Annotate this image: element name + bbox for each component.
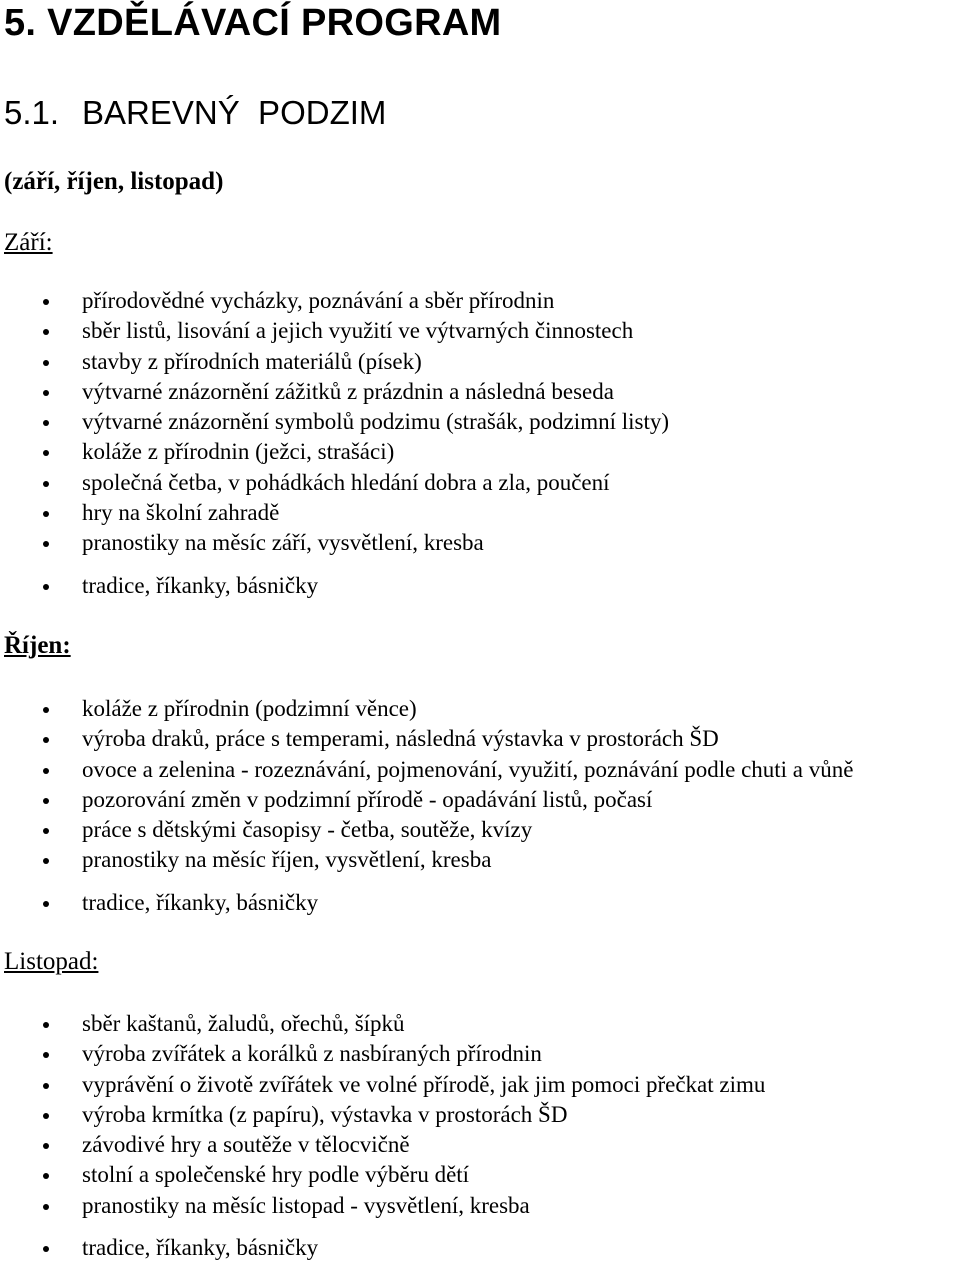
- list-item: vyprávění o životě zvířátek ve volné přírodě, jak jim pomoci přečkat zimu: [0, 1070, 765, 1100]
- list-item: přírodovědné vycházky, poznávání a sběr přírodnin: [0, 286, 669, 316]
- section-title: BAREVNÝ PODZIM: [82, 94, 387, 131]
- list-item: závodivé hry a soutěže v tělocvičně: [0, 1130, 765, 1160]
- list-item: koláže z přírodnin (ježci, strašáci): [0, 437, 669, 467]
- list-item: hry na školní zahradě: [0, 498, 669, 528]
- month-heading-october: Říjen:: [4, 632, 71, 659]
- list-item: stavby z přírodních materiálů (písek): [0, 347, 669, 377]
- list-item: pranostiky na měsíc září, vysvětlení, kresba: [0, 528, 669, 558]
- list-item: sběr kaštanů, žaludů, ořechů, šípků: [0, 1009, 765, 1039]
- list-item: výtvarné znázornění zážitků z prázdnin a následná beseda: [0, 377, 669, 407]
- list-item: pranostiky na měsíc říjen, vysvětlení, kresba: [0, 845, 853, 875]
- list-item: výroba zvířátek a korálků z nasbíraných přírodnin: [0, 1039, 765, 1069]
- month-heading-november: Listopad:: [4, 948, 99, 975]
- list-item: práce s dětskými časopisy - četba, soutěže, kvízy: [0, 815, 853, 845]
- list-item: ovoce a zelenina - rozeznávání, pojmenování, využití, poznávání podle chuti a vůně: [0, 755, 853, 785]
- october-activity-list: [0, 694, 853, 918]
- section-heading: [4, 94, 386, 132]
- list-item: pranostiky na měsíc listopad - vysvětlení, kresba: [0, 1191, 765, 1221]
- list-item: tradice, říkanky, básničky: [0, 571, 669, 601]
- month-heading-september: Září:: [4, 229, 53, 256]
- section-number: 5.1.: [4, 94, 60, 131]
- list-item: výroba krmítka (z papíru), výstavka v prostorách ŠD: [0, 1100, 765, 1130]
- list-item: společná četba, v pohádkách hledání dobra a zla, poučení: [0, 468, 669, 498]
- list-item: tradice, říkanky, básničky: [0, 888, 853, 918]
- chapter-heading: 5. VZDĚLÁVACÍ PROGRAM: [4, 2, 502, 44]
- list-item: stolní a společenské hry podle výběru dětí: [0, 1160, 765, 1190]
- list-item: pozorování změn v podzimní přírodě - opadávání listů, počasí: [0, 785, 853, 815]
- november-activity-list: [0, 1009, 765, 1263]
- months-note: (září, říjen, listopad): [4, 168, 224, 195]
- list-item: koláže z přírodnin (podzimní věnce): [0, 694, 853, 724]
- list-item: výroba draků, práce s temperami, následná výstavka v prostorách ŠD: [0, 724, 853, 754]
- list-item: sběr listů, lisování a jejich využití ve výtvarných činnostech: [0, 316, 669, 346]
- list-item: výtvarné znázornění symbolů podzimu (strašák, podzimní listy): [0, 407, 669, 437]
- september-activity-list: [0, 286, 669, 601]
- list-item: tradice, říkanky, básničky: [0, 1233, 765, 1263]
